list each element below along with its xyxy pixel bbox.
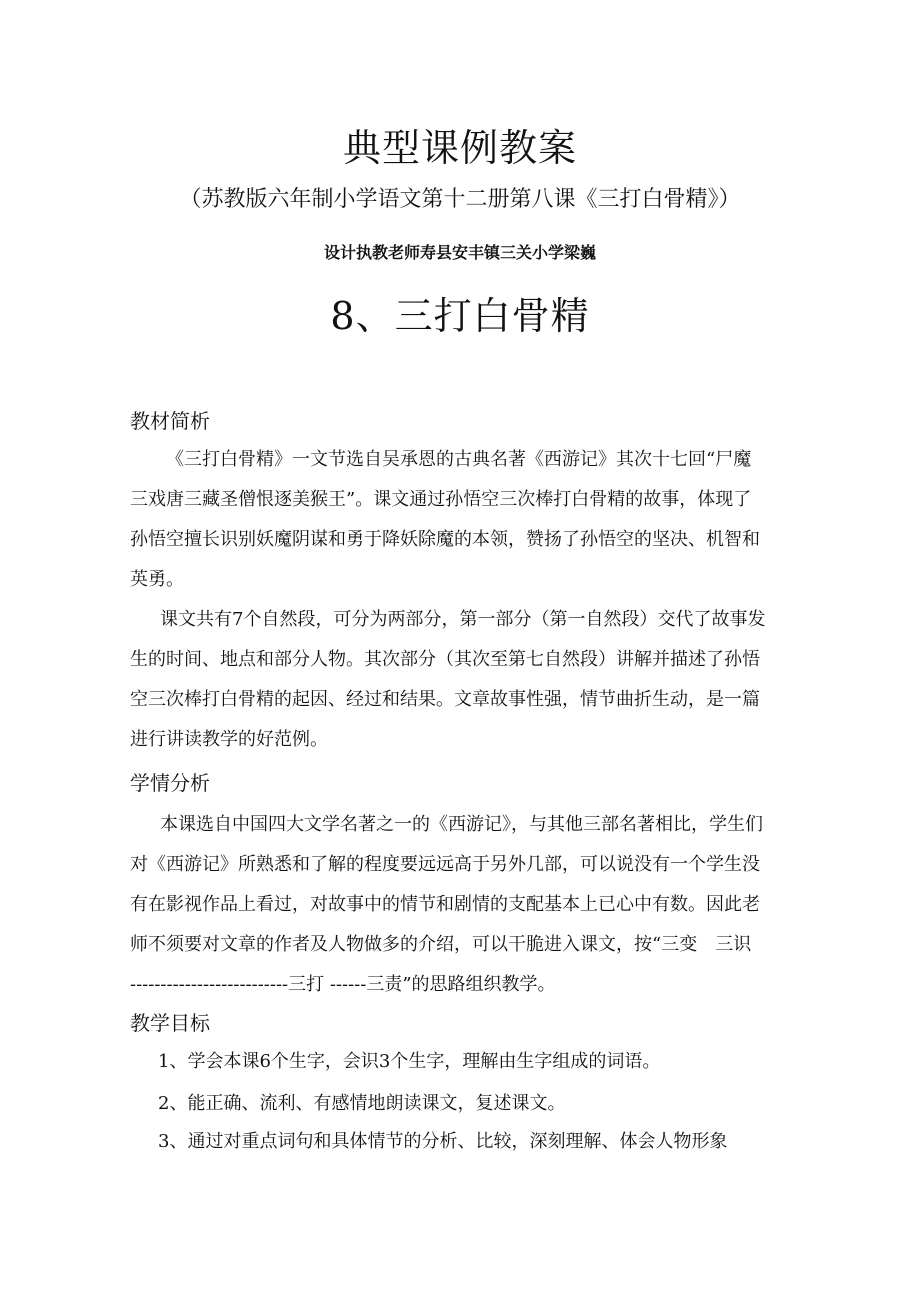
document-subtitle: （苏教版六年制小学语文第十二册第八课《三打白骨精》） xyxy=(179,187,741,212)
text-line: 生的时间、地点和部分人物。其次部分（其次至第七自然段）讲解并描述了孙悟 xyxy=(130,649,760,670)
text-line: 进行讲读教学的好范例。 xyxy=(130,729,328,750)
goal-item-3: 3、通过对重点词句和具体情节的分析、比较，深刻理解、体会人物形象 xyxy=(158,1131,728,1152)
student-paragraph xyxy=(130,805,840,1005)
text-line: 有在影视作品上看过，对故事中的情节和剧情的支配基本上已心中有数。因此老 xyxy=(130,894,760,915)
heading-student-analysis: 学情分析 xyxy=(130,771,210,795)
goal-item-1: 1、学会本课6个生字，会识3个生字，理解由生字组成的词语。 xyxy=(158,1051,661,1072)
designer-line: 设计执教老师寿县安丰镇三关小学梁巍 xyxy=(323,243,596,262)
text-line: 英勇。 xyxy=(130,569,184,590)
text-line: 空三次棒打白骨精的起因、经过和结果。文章故事性强，情节曲折生动，是一篇 xyxy=(130,689,760,710)
document-title: 典型课例教案 xyxy=(342,126,577,170)
textbook-paragraph-1 xyxy=(130,440,840,600)
heading-textbook-analysis: 教材简析 xyxy=(130,409,210,433)
text-line: 对《西游记》所熟悉和了解的程度要远远高于另外几部，可以说没有一个学生没 xyxy=(130,854,760,875)
textbook-paragraph-2 xyxy=(130,600,840,760)
text-line: 课文共有7个自然段，可分为两部分，第一部分（第一自然段）交代了故事发 xyxy=(160,609,766,630)
text-line: 本课选自中国四大文学名著之一的《西游记》，与其他三部名著相比，学生们 xyxy=(160,814,763,835)
goal-item-2: 2、能正确、流利、有感情地朗读课文，复述课文。 xyxy=(158,1093,566,1114)
text-line: 孙悟空擅长识别妖魔阴谋和勇于降妖除魔的本领，赞扬了孙悟空的坚决、机智和 xyxy=(130,529,760,550)
text-line: 《三打白骨精》一文节选自吴承恩的古典名著《西游记》其次十七回“尸魔 xyxy=(166,449,752,470)
lesson-title: 8、三打白骨精 xyxy=(330,294,590,338)
text-line: --------------------------三打 ------三责”的思路组织教学。 xyxy=(130,974,556,995)
text-line: 三戏唐三藏圣僧恨逐美猴王”。课文通过孙悟空三次棒打白骨精的故事，体现了 xyxy=(130,489,752,510)
text-line: 师不须要对文章的作者及人物做多的介绍，可以干脆进入课文，按“三变 三识 xyxy=(130,934,752,955)
heading-teaching-goals: 教学目标 xyxy=(130,1011,210,1035)
